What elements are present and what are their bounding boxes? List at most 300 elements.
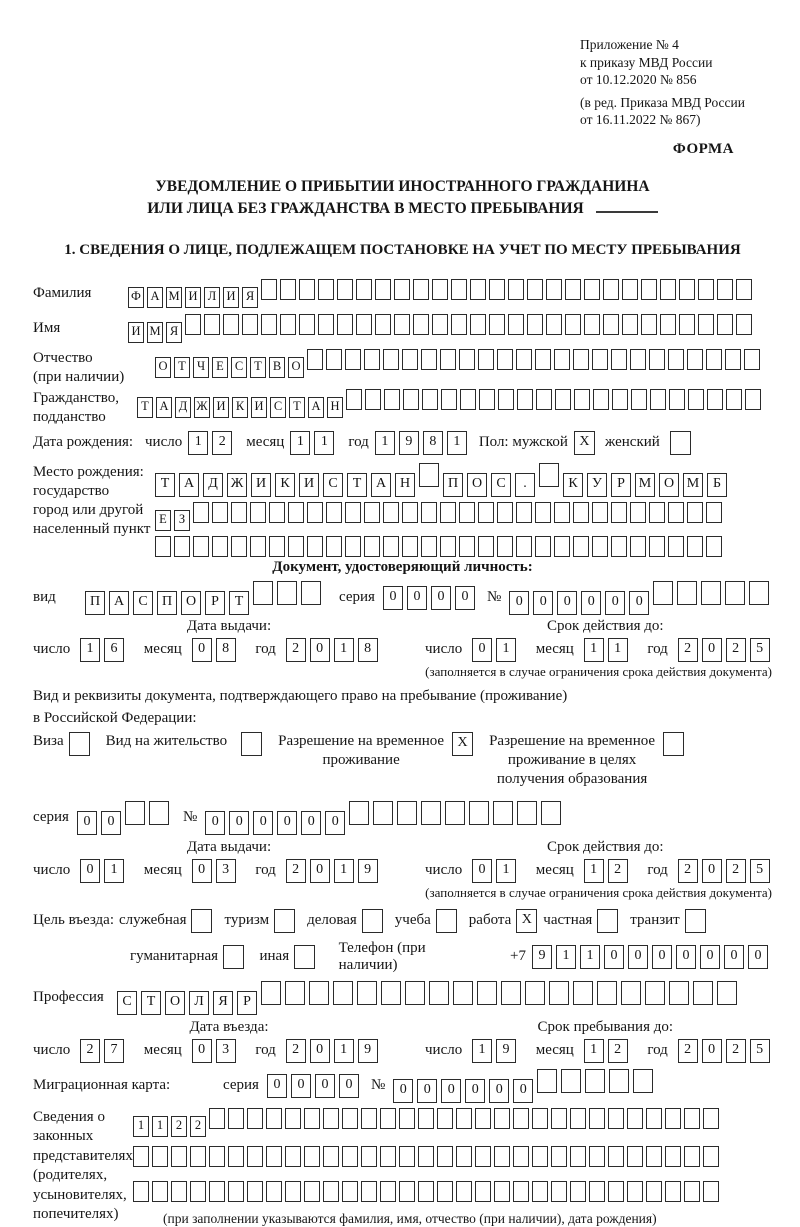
char-cell[interactable]: М — [683, 473, 703, 497]
char-cell[interactable] — [307, 349, 323, 370]
char-cell[interactable]: Н — [327, 397, 343, 418]
char-cell[interactable] — [418, 1146, 434, 1167]
char-cell[interactable] — [684, 1181, 700, 1202]
char-cell[interactable] — [307, 536, 323, 557]
char-cell[interactable]: 1 — [472, 1039, 492, 1063]
char-cell[interactable]: 0 — [748, 945, 768, 969]
char-cell[interactable] — [337, 314, 353, 335]
char-cell[interactable] — [573, 981, 593, 1005]
char-cell[interactable] — [717, 279, 733, 300]
char-cell[interactable] — [565, 314, 581, 335]
char-cell[interactable] — [380, 1108, 396, 1129]
char-cell[interactable] — [453, 981, 473, 1005]
char-cell[interactable]: И — [251, 473, 271, 497]
char-cell[interactable] — [679, 314, 695, 335]
char-cell[interactable] — [650, 389, 666, 410]
char-cell[interactable] — [440, 536, 456, 557]
char-cell[interactable] — [470, 279, 486, 300]
char-cell[interactable] — [266, 1108, 282, 1129]
char-cell[interactable]: 1 — [496, 859, 516, 883]
temp-permit-edu-checkbox[interactable] — [663, 732, 684, 756]
char-cell[interactable]: 0 — [628, 945, 648, 969]
char-cell[interactable] — [380, 1181, 396, 1202]
char-cell[interactable]: А — [308, 397, 324, 418]
char-cell[interactable] — [309, 981, 329, 1005]
purpose-official-checkbox[interactable] — [191, 909, 212, 933]
char-cell[interactable]: 8 — [423, 431, 443, 455]
char-cell[interactable]: П — [443, 473, 463, 497]
char-cell[interactable] — [285, 981, 305, 1005]
char-cell[interactable]: 5 — [750, 1039, 770, 1063]
char-cell[interactable] — [190, 1146, 206, 1167]
char-cell[interactable]: 0 — [192, 859, 212, 883]
char-cell[interactable] — [589, 1181, 605, 1202]
char-cell[interactable] — [421, 801, 441, 825]
char-cell[interactable]: 2 — [678, 859, 698, 883]
purpose-business-checkbox[interactable] — [362, 909, 383, 933]
char-cell[interactable] — [318, 279, 334, 300]
char-cell[interactable]: 9 — [399, 431, 419, 455]
char-cell[interactable] — [574, 389, 590, 410]
char-cell[interactable] — [174, 536, 190, 557]
char-cell[interactable] — [688, 389, 704, 410]
char-cell[interactable] — [361, 1108, 377, 1129]
char-cell[interactable]: 0 — [581, 591, 601, 615]
char-cell[interactable] — [665, 1181, 681, 1202]
char-cell[interactable]: Е — [212, 357, 228, 378]
char-cell[interactable]: М — [166, 287, 182, 308]
char-cell[interactable]: 1 — [580, 945, 600, 969]
char-cell[interactable] — [551, 1181, 567, 1202]
char-cell[interactable] — [155, 536, 171, 557]
char-cell[interactable] — [171, 1146, 187, 1167]
char-cell[interactable]: 2 — [678, 638, 698, 662]
char-cell[interactable] — [551, 1108, 567, 1129]
char-cell[interactable] — [451, 279, 467, 300]
char-cell[interactable]: О — [165, 991, 185, 1015]
char-cell[interactable] — [516, 536, 532, 557]
char-cell[interactable] — [456, 1181, 472, 1202]
char-cell[interactable]: 0 — [205, 811, 225, 835]
char-cell[interactable] — [228, 1181, 244, 1202]
char-cell[interactable]: К — [232, 397, 248, 418]
char-cell[interactable]: Ж — [227, 473, 247, 497]
char-cell[interactable]: 0 — [455, 586, 475, 610]
char-cell[interactable] — [247, 1146, 263, 1167]
char-cell[interactable] — [554, 536, 570, 557]
char-cell[interactable] — [494, 1181, 510, 1202]
char-cell[interactable] — [622, 279, 638, 300]
char-cell[interactable]: Л — [204, 287, 220, 308]
char-cell[interactable] — [301, 581, 321, 605]
residence-permit-checkbox[interactable] — [241, 732, 262, 756]
char-cell[interactable] — [478, 536, 494, 557]
char-cell[interactable]: Т — [174, 357, 190, 378]
char-cell[interactable] — [489, 314, 505, 335]
char-cell[interactable] — [171, 1181, 187, 1202]
purpose-transit-checkbox[interactable] — [685, 909, 706, 933]
char-cell[interactable] — [365, 389, 381, 410]
char-cell[interactable]: А — [156, 397, 172, 418]
char-cell[interactable]: 0 — [339, 1074, 359, 1098]
char-cell[interactable] — [706, 536, 722, 557]
char-cell[interactable] — [589, 1146, 605, 1167]
char-cell[interactable] — [437, 1108, 453, 1129]
char-cell[interactable] — [669, 981, 689, 1005]
char-cell[interactable] — [266, 1181, 282, 1202]
char-cell[interactable]: 0 — [472, 638, 492, 662]
char-cell[interactable] — [631, 389, 647, 410]
char-cell[interactable]: 0 — [310, 1039, 330, 1063]
char-cell[interactable]: 0 — [702, 638, 722, 662]
char-cell[interactable] — [326, 502, 342, 523]
char-cell[interactable]: 0 — [80, 859, 100, 883]
char-cell[interactable] — [149, 801, 169, 825]
char-cell[interactable] — [345, 349, 361, 370]
char-cell[interactable]: 1 — [133, 1116, 149, 1137]
char-cell[interactable]: Е — [155, 510, 171, 531]
char-cell[interactable]: 1 — [152, 1116, 168, 1137]
char-cell[interactable] — [384, 389, 400, 410]
char-cell[interactable] — [383, 349, 399, 370]
char-cell[interactable] — [383, 502, 399, 523]
char-cell[interactable] — [475, 1181, 491, 1202]
char-cell[interactable]: 0 — [700, 945, 720, 969]
char-cell[interactable] — [285, 1108, 301, 1129]
char-cell[interactable] — [440, 349, 456, 370]
char-cell[interactable] — [459, 536, 475, 557]
char-cell[interactable] — [532, 1146, 548, 1167]
char-cell[interactable] — [608, 1108, 624, 1129]
char-cell[interactable]: 1 — [584, 859, 604, 883]
char-cell[interactable]: 0 — [301, 811, 321, 835]
char-cell[interactable] — [527, 314, 543, 335]
char-cell[interactable]: М — [635, 473, 655, 497]
char-cell[interactable] — [364, 349, 380, 370]
char-cell[interactable] — [280, 314, 296, 335]
char-cell[interactable] — [125, 801, 145, 825]
char-cell[interactable] — [706, 349, 722, 370]
char-cell[interactable] — [285, 1146, 301, 1167]
char-cell[interactable] — [589, 1108, 605, 1129]
char-cell[interactable]: С — [323, 473, 343, 497]
char-cell[interactable] — [383, 536, 399, 557]
char-cell[interactable]: 0 — [101, 811, 121, 835]
char-cell[interactable] — [402, 536, 418, 557]
char-cell[interactable] — [707, 389, 723, 410]
char-cell[interactable] — [537, 1069, 557, 1093]
char-cell[interactable] — [527, 279, 543, 300]
char-cell[interactable] — [185, 314, 201, 335]
char-cell[interactable] — [247, 1181, 263, 1202]
char-cell[interactable]: Р — [611, 473, 631, 497]
char-cell[interactable]: 2 — [212, 431, 232, 455]
char-cell[interactable]: Т — [141, 991, 161, 1015]
char-cell[interactable] — [419, 463, 439, 487]
char-cell[interactable] — [703, 1181, 719, 1202]
char-cell[interactable] — [342, 1181, 358, 1202]
char-cell[interactable] — [432, 279, 448, 300]
char-cell[interactable] — [494, 1146, 510, 1167]
char-cell[interactable] — [603, 279, 619, 300]
char-cell[interactable] — [479, 389, 495, 410]
char-cell[interactable]: 0 — [465, 1079, 485, 1103]
char-cell[interactable] — [333, 981, 353, 1005]
char-cell[interactable] — [726, 389, 742, 410]
char-cell[interactable] — [361, 1146, 377, 1167]
char-cell[interactable]: Р — [205, 591, 225, 615]
char-cell[interactable]: 0 — [77, 811, 97, 835]
char-cell[interactable] — [418, 1108, 434, 1129]
char-cell[interactable]: 0 — [652, 945, 672, 969]
char-cell[interactable] — [285, 1181, 301, 1202]
char-cell[interactable] — [299, 314, 315, 335]
char-cell[interactable] — [459, 502, 475, 523]
char-cell[interactable] — [584, 279, 600, 300]
char-cell[interactable] — [539, 463, 559, 487]
char-cell[interactable] — [304, 1181, 320, 1202]
char-cell[interactable]: К — [275, 473, 295, 497]
char-cell[interactable] — [323, 1146, 339, 1167]
char-cell[interactable]: 0 — [192, 638, 212, 662]
char-cell[interactable] — [665, 1108, 681, 1129]
char-cell[interactable] — [209, 1146, 225, 1167]
char-cell[interactable]: 1 — [290, 431, 310, 455]
char-cell[interactable] — [546, 314, 562, 335]
char-cell[interactable]: 6 — [104, 638, 124, 662]
char-cell[interactable] — [698, 279, 714, 300]
char-cell[interactable]: О — [288, 357, 304, 378]
char-cell[interactable] — [609, 1069, 629, 1093]
char-cell[interactable] — [228, 1108, 244, 1129]
char-cell[interactable]: 2 — [726, 1039, 746, 1063]
char-cell[interactable] — [516, 502, 532, 523]
char-cell[interactable]: 0 — [724, 945, 744, 969]
char-cell[interactable]: 7 — [104, 1039, 124, 1063]
char-cell[interactable] — [432, 314, 448, 335]
char-cell[interactable]: 2 — [726, 638, 746, 662]
char-cell[interactable] — [532, 1181, 548, 1202]
char-cell[interactable] — [684, 1146, 700, 1167]
char-cell[interactable] — [532, 1108, 548, 1129]
char-cell[interactable] — [418, 1181, 434, 1202]
char-cell[interactable] — [342, 1146, 358, 1167]
char-cell[interactable] — [193, 502, 209, 523]
char-cell[interactable]: 5 — [750, 638, 770, 662]
char-cell[interactable]: И — [251, 397, 267, 418]
char-cell[interactable] — [304, 1146, 320, 1167]
char-cell[interactable] — [592, 536, 608, 557]
char-cell[interactable]: 0 — [605, 591, 625, 615]
char-cell[interactable] — [413, 314, 429, 335]
char-cell[interactable]: О — [181, 591, 201, 615]
char-cell[interactable] — [612, 389, 628, 410]
char-cell[interactable] — [573, 349, 589, 370]
char-cell[interactable]: 2 — [726, 859, 746, 883]
char-cell[interactable] — [703, 1108, 719, 1129]
char-cell[interactable]: С — [133, 591, 153, 615]
char-cell[interactable] — [717, 981, 737, 1005]
char-cell[interactable] — [627, 1181, 643, 1202]
char-cell[interactable] — [356, 314, 372, 335]
char-cell[interactable]: 1 — [584, 1039, 604, 1063]
char-cell[interactable] — [573, 502, 589, 523]
char-cell[interactable] — [451, 314, 467, 335]
char-cell[interactable] — [349, 801, 369, 825]
char-cell[interactable]: А — [109, 591, 129, 615]
char-cell[interactable]: 9 — [358, 1039, 378, 1063]
char-cell[interactable] — [437, 1181, 453, 1202]
char-cell[interactable]: И — [223, 287, 239, 308]
char-cell[interactable] — [645, 981, 665, 1005]
char-cell[interactable] — [627, 1108, 643, 1129]
char-cell[interactable]: 0 — [702, 859, 722, 883]
char-cell[interactable]: Т — [229, 591, 249, 615]
char-cell[interactable]: 1 — [375, 431, 395, 455]
char-cell[interactable] — [304, 1108, 320, 1129]
char-cell[interactable] — [593, 389, 609, 410]
char-cell[interactable] — [209, 1108, 225, 1129]
char-cell[interactable] — [133, 1181, 149, 1202]
char-cell[interactable]: 9 — [532, 945, 552, 969]
char-cell[interactable]: 3 — [216, 859, 236, 883]
char-cell[interactable]: 0 — [489, 1079, 509, 1103]
char-cell[interactable] — [736, 314, 752, 335]
char-cell[interactable] — [397, 801, 417, 825]
char-cell[interactable] — [622, 314, 638, 335]
char-cell[interactable] — [223, 314, 239, 335]
char-cell[interactable] — [508, 314, 524, 335]
char-cell[interactable]: 0 — [393, 1079, 413, 1103]
char-cell[interactable] — [517, 389, 533, 410]
char-cell[interactable]: 1 — [608, 638, 628, 662]
char-cell[interactable]: 0 — [192, 1039, 212, 1063]
char-cell[interactable] — [621, 981, 641, 1005]
char-cell[interactable] — [440, 502, 456, 523]
char-cell[interactable] — [228, 1146, 244, 1167]
char-cell[interactable] — [687, 502, 703, 523]
char-cell[interactable]: В — [269, 357, 285, 378]
char-cell[interactable]: 0 — [267, 1074, 287, 1098]
char-cell[interactable] — [269, 502, 285, 523]
char-cell[interactable]: 0 — [383, 586, 403, 610]
char-cell[interactable] — [357, 981, 377, 1005]
purpose-tourism-checkbox[interactable] — [274, 909, 295, 933]
char-cell[interactable] — [679, 279, 695, 300]
char-cell[interactable] — [477, 981, 497, 1005]
char-cell[interactable] — [669, 389, 685, 410]
char-cell[interactable]: 0 — [277, 811, 297, 835]
char-cell[interactable] — [497, 502, 513, 523]
char-cell[interactable] — [608, 1146, 624, 1167]
char-cell[interactable] — [693, 981, 713, 1005]
char-cell[interactable] — [561, 1069, 581, 1093]
char-cell[interactable] — [345, 502, 361, 523]
char-cell[interactable] — [641, 314, 657, 335]
char-cell[interactable]: 0 — [604, 945, 624, 969]
char-cell[interactable]: И — [185, 287, 201, 308]
char-cell[interactable]: И — [213, 397, 229, 418]
char-cell[interactable] — [212, 502, 228, 523]
char-cell[interactable] — [231, 536, 247, 557]
char-cell[interactable] — [554, 502, 570, 523]
char-cell[interactable] — [403, 389, 419, 410]
char-cell[interactable] — [717, 314, 733, 335]
char-cell[interactable] — [413, 279, 429, 300]
char-cell[interactable]: 0 — [629, 591, 649, 615]
char-cell[interactable] — [570, 1181, 586, 1202]
char-cell[interactable] — [193, 536, 209, 557]
char-cell[interactable]: А — [179, 473, 199, 497]
char-cell[interactable] — [460, 389, 476, 410]
char-cell[interactable]: 8 — [216, 638, 236, 662]
char-cell[interactable]: 0 — [513, 1079, 533, 1103]
char-cell[interactable] — [668, 502, 684, 523]
char-cell[interactable] — [437, 1146, 453, 1167]
char-cell[interactable] — [592, 349, 608, 370]
char-cell[interactable] — [570, 1146, 586, 1167]
char-cell[interactable]: 1 — [104, 859, 124, 883]
char-cell[interactable] — [597, 981, 617, 1005]
char-cell[interactable]: 2 — [80, 1039, 100, 1063]
char-cell[interactable] — [630, 536, 646, 557]
char-cell[interactable]: Т — [347, 473, 367, 497]
char-cell[interactable]: 2 — [608, 1039, 628, 1063]
char-cell[interactable] — [677, 581, 697, 605]
char-cell[interactable] — [456, 1146, 472, 1167]
char-cell[interactable] — [133, 1146, 149, 1167]
char-cell[interactable]: 1 — [496, 638, 516, 662]
char-cell[interactable] — [345, 536, 361, 557]
char-cell[interactable] — [497, 349, 513, 370]
char-cell[interactable] — [653, 581, 673, 605]
char-cell[interactable] — [565, 279, 581, 300]
char-cell[interactable] — [535, 502, 551, 523]
char-cell[interactable] — [421, 502, 437, 523]
char-cell[interactable] — [375, 314, 391, 335]
char-cell[interactable] — [611, 536, 627, 557]
char-cell[interactable] — [405, 981, 425, 1005]
char-cell[interactable] — [470, 314, 486, 335]
char-cell[interactable] — [422, 389, 438, 410]
purpose-private-checkbox[interactable] — [597, 909, 618, 933]
char-cell[interactable]: 2 — [678, 1039, 698, 1063]
char-cell[interactable] — [323, 1108, 339, 1129]
char-cell[interactable] — [698, 314, 714, 335]
char-cell[interactable]: 5 — [750, 859, 770, 883]
char-cell[interactable]: И — [128, 322, 144, 343]
char-cell[interactable]: 8 — [358, 638, 378, 662]
char-cell[interactable] — [459, 349, 475, 370]
char-cell[interactable] — [513, 1146, 529, 1167]
purpose-study-checkbox[interactable] — [436, 909, 457, 933]
char-cell[interactable]: 0 — [407, 586, 427, 610]
char-cell[interactable]: 0 — [291, 1074, 311, 1098]
purpose-work-checkbox[interactable]: X — [516, 909, 537, 933]
char-cell[interactable] — [489, 279, 505, 300]
char-cell[interactable]: Т — [250, 357, 266, 378]
char-cell[interactable]: 2 — [190, 1116, 206, 1137]
char-cell[interactable] — [660, 279, 676, 300]
char-cell[interactable] — [706, 502, 722, 523]
char-cell[interactable]: 0 — [676, 945, 696, 969]
char-cell[interactable] — [445, 801, 465, 825]
char-cell[interactable] — [608, 1181, 624, 1202]
char-cell[interactable] — [266, 1146, 282, 1167]
char-cell[interactable] — [668, 349, 684, 370]
char-cell[interactable] — [269, 536, 285, 557]
char-cell[interactable] — [611, 349, 627, 370]
